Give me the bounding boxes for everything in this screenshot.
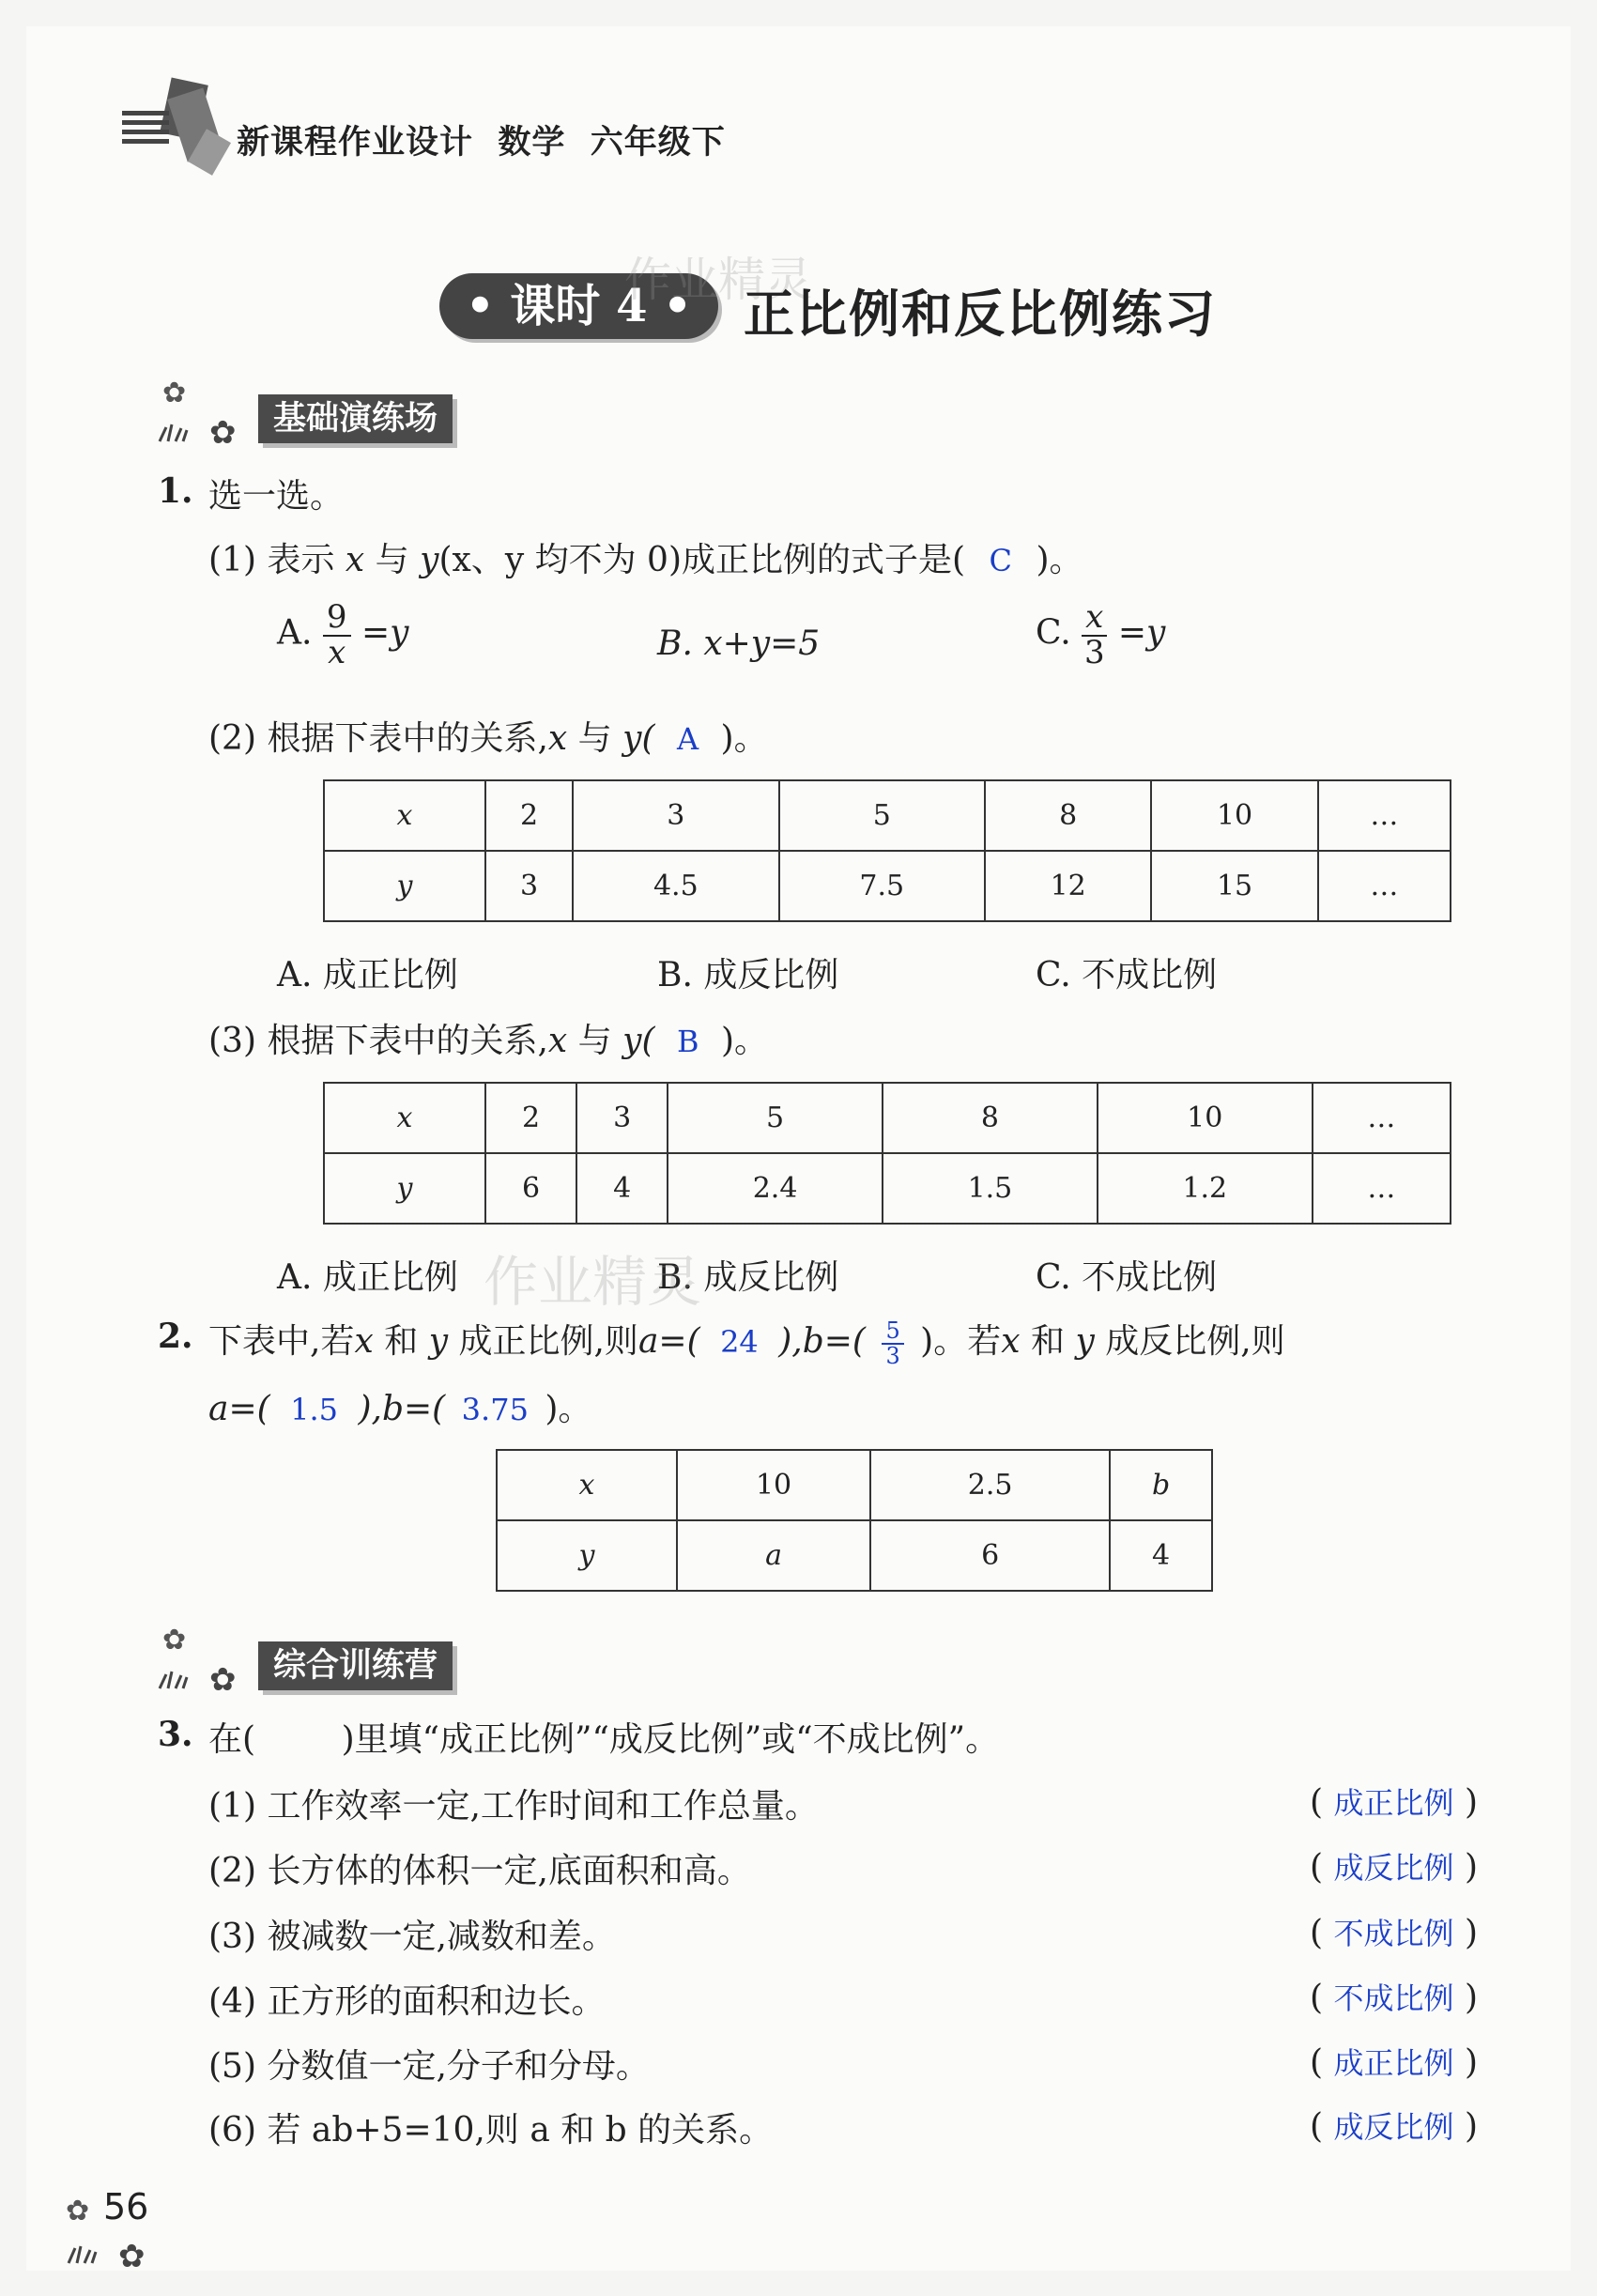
- table-cell: …: [1313, 1083, 1451, 1153]
- table-cell: y: [497, 1520, 677, 1591]
- table-cell: 6: [870, 1520, 1110, 1591]
- table-cell: y: [324, 851, 485, 921]
- q3-item-4: (4) 正方形的面积和边长。: [208, 1982, 606, 2021]
- svg-text:✿: ✿: [209, 414, 237, 451]
- table-cell: …: [1313, 1153, 1451, 1224]
- watermark-top: 作业精灵: [624, 253, 812, 307]
- q3-item-5: (5) 分数值一定,分子和分母。: [208, 2047, 650, 2086]
- table-cell: x: [497, 1450, 677, 1520]
- page-number: 56: [103, 2186, 149, 2227]
- table-cell: 3: [573, 780, 778, 851]
- lesson-title: 正比例和反比例练习: [744, 285, 1217, 344]
- q1-p3-table: [323, 1082, 1451, 1225]
- section-comprehensive: 综合训练营: [258, 1641, 453, 1690]
- table-cell: 1.5: [883, 1153, 1098, 1224]
- q1-p2-option-c: C. 不成比例: [1036, 956, 1218, 994]
- q2-a2-answer: 1.5: [290, 1392, 339, 1427]
- q3-item-2: (2) 长方体的体积一定,底面积和高。: [208, 1852, 751, 1890]
- svg-text:✿: ✿: [209, 1661, 237, 1698]
- q3-item-6: (6) 若 ab+5=10,则 a 和 b 的关系。: [208, 2111, 774, 2150]
- table-row: [497, 1450, 1212, 1520]
- q3-number: 3.: [158, 1715, 193, 1754]
- q1-stem: 选一选。: [208, 477, 345, 516]
- table-cell: 4.5: [573, 851, 778, 921]
- table-cell: 10: [677, 1450, 870, 1520]
- q1-p1-option-a: A. $\frac{9}{x}$ =y: [277, 598, 409, 671]
- q3-item-6-answer: ( 成反比例 ): [1310, 2107, 1479, 2146]
- table-cell: 3: [576, 1083, 668, 1153]
- q2-line1: 下表中,若x 和 y 成正比例,则a=( 24 ),b=( $\frac{5}{3}$ )。若x 和 y 成反比例,则: [208, 1317, 1285, 1369]
- q1-p1-option-c: C. $\frac{x}{3}$ =y: [1036, 598, 1166, 671]
- table-cell: 1.2: [1098, 1153, 1313, 1224]
- q1-p3-option-a: A. 成正比例: [277, 1258, 458, 1297]
- table-cell: 6: [485, 1153, 576, 1224]
- q2-a-answer: 24: [720, 1324, 759, 1360]
- lesson-badge: • 课时 4 •: [439, 273, 718, 339]
- table-cell: 2.5: [870, 1450, 1110, 1520]
- table-cell: x: [324, 780, 485, 851]
- header-logo-icon: [120, 73, 233, 177]
- q3-item-5-answer: ( 成正比例 ): [1310, 2043, 1479, 2082]
- q1-p2-stem: (2) 根据下表中的关系,x 与 y( A )。: [208, 719, 768, 758]
- table-row: [324, 1153, 1451, 1224]
- svg-text:✿: ✿: [66, 2195, 90, 2227]
- svg-text:✿: ✿: [162, 377, 187, 409]
- q2-b2-answer: 3.75: [461, 1392, 529, 1427]
- table-cell: 7.5: [779, 851, 985, 921]
- svg-text:✿: ✿: [118, 2238, 146, 2273]
- q1-p1-option-b: B. x+y=5: [657, 624, 821, 663]
- flower-icon: [155, 1623, 258, 1698]
- flower-icon: [155, 376, 258, 451]
- table-cell: 5: [668, 1083, 883, 1153]
- table-cell: x: [324, 1083, 485, 1153]
- svg-text:✿: ✿: [162, 1624, 187, 1657]
- q3-stem: 在( )里填“成正比例”“成反比例”或“不成比例”。: [208, 1720, 1000, 1759]
- q1-p3-option-c: C. 不成比例: [1036, 1258, 1218, 1297]
- table-cell: 12: [985, 851, 1151, 921]
- table-cell: …: [1318, 851, 1451, 921]
- q1-p3-option-b: B. 成反比例: [657, 1258, 839, 1297]
- table-cell: a: [677, 1520, 870, 1591]
- table-cell: 10: [1098, 1083, 1313, 1153]
- q1-p1-stem: (1) 表示 x 与 y(x、y 均不为 0)成正比例的式子是( C )。: [208, 541, 1083, 579]
- q1-p2-option-a: A. 成正比例: [277, 956, 458, 994]
- table-row: [324, 851, 1451, 921]
- q2-number: 2.: [158, 1317, 193, 1356]
- q1-p2-option-b: B. 成反比例: [657, 956, 839, 994]
- book-title: 新课程作业设计 数学 六年级下: [237, 124, 726, 162]
- table-cell: …: [1318, 780, 1451, 851]
- watermark-mid: 作业精灵: [484, 1250, 702, 1314]
- table-cell: 2.4: [668, 1153, 883, 1224]
- q3-item-4-answer: ( 不成比例 ): [1310, 1979, 1479, 2017]
- q3-item-3: (3) 被减数一定,减数和差。: [208, 1918, 616, 1956]
- q3-item-3-answer: ( 不成比例 ): [1310, 1914, 1479, 1952]
- table-cell: 15: [1151, 851, 1317, 921]
- q3-item-1-answer: ( 成正比例 ): [1310, 1783, 1479, 1822]
- table-cell: 2: [485, 1083, 576, 1153]
- table-row: [324, 780, 1451, 851]
- table-cell: y: [324, 1153, 485, 1224]
- q1-p2-answer: A: [676, 721, 699, 757]
- table-row: [324, 1083, 1451, 1153]
- table-cell: 2: [485, 780, 573, 851]
- q3-item-1: (1) 工作效率一定,工作时间和工作总量。: [208, 1787, 819, 1826]
- q1-number: 1.: [158, 471, 193, 511]
- table-row: [497, 1520, 1212, 1591]
- table-cell: 5: [779, 780, 985, 851]
- q1-p3-stem: (3) 根据下表中的关系,x 与 y( B )。: [208, 1022, 768, 1060]
- table-cell: b: [1110, 1450, 1212, 1520]
- q1-p2-table: [323, 779, 1451, 922]
- q3-item-2-answer: ( 成反比例 ): [1310, 1848, 1479, 1887]
- section-basic: 基础演练场: [258, 394, 453, 443]
- q2-b-answer: $\frac{5}{3}$: [882, 1319, 903, 1368]
- table-cell: 4: [1110, 1520, 1212, 1591]
- q2-table: [496, 1449, 1213, 1592]
- table-cell: 3: [485, 851, 573, 921]
- table-cell: 10: [1151, 780, 1317, 851]
- q1-p1-answer: C: [989, 543, 1012, 578]
- q2-line2: a=( 1.5 ),b=( 3.75 )。: [208, 1390, 592, 1428]
- table-cell: 4: [576, 1153, 668, 1224]
- table-cell: 8: [883, 1083, 1098, 1153]
- q1-p3-answer: B: [676, 1024, 699, 1059]
- table-cell: 8: [985, 780, 1151, 851]
